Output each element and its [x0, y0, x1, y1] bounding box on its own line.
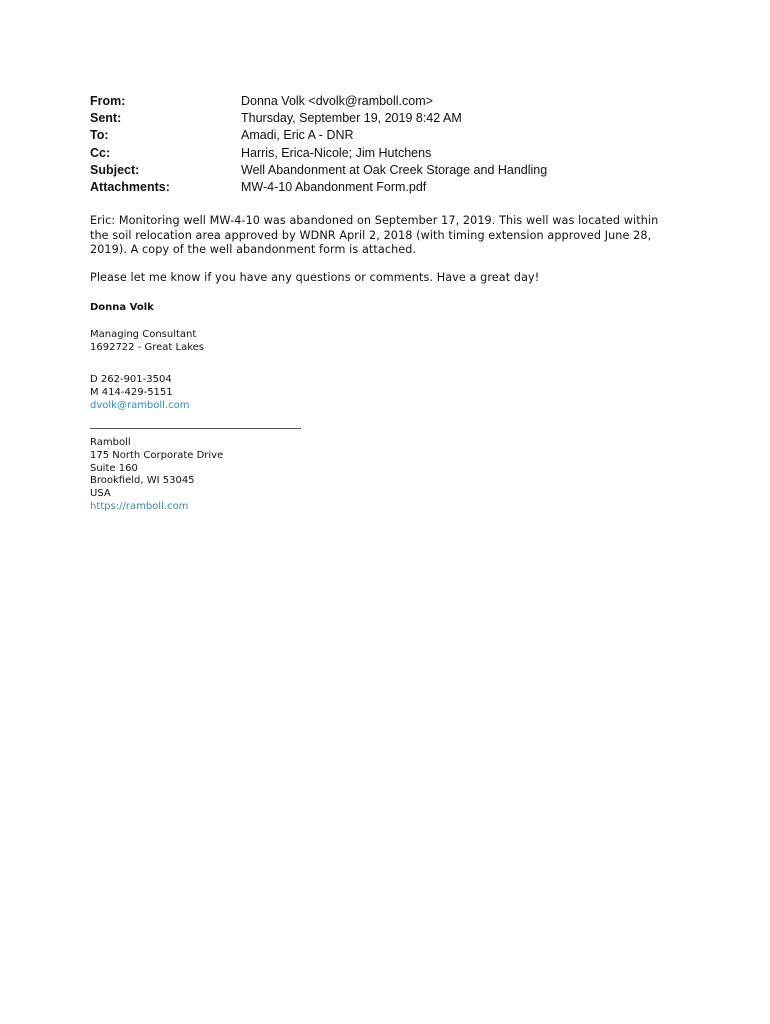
- signature-divider: [90, 428, 301, 429]
- body-line: Please let me know if you have any questions or comments. Have a great day!: [90, 271, 540, 284]
- to-label: To:: [90, 128, 109, 143]
- signature-title-block: [90, 329, 204, 355]
- signature-company: Ramboll: [90, 437, 131, 448]
- from-row: [90, 93, 710, 110]
- signature-address-block: [90, 437, 223, 514]
- body-line: 2019). A copy of the well abandonment form is attached.: [90, 243, 417, 256]
- to-value: Amadi, Eric A - DNR: [241, 128, 354, 143]
- signature-name: Donna Volk: [90, 302, 154, 313]
- cc-row: [90, 145, 710, 162]
- signature-mobile-phone: M 414-429-5151: [90, 386, 173, 398]
- body-line: Eric: Monitoring well MW-4-10 was abandoned on September 17, 2019. This well was located within: [90, 214, 659, 227]
- cc-value: Harris, Erica-Nicole; Jim Hutchens: [241, 145, 432, 160]
- sent-value: Thursday, September 19, 2019 8:42 AM: [241, 111, 462, 126]
- subject-value: Well Abandonment at Oak Creek Storage and Handling: [241, 162, 548, 177]
- cc-label: Cc:: [90, 145, 111, 160]
- signature-country: USA: [90, 488, 111, 500]
- signature-title: Managing Consultant: [90, 329, 197, 340]
- sent-row: [90, 110, 710, 127]
- signature-contact-block: [90, 374, 190, 412]
- body-line: the soil relocation area approved by WDNR April 2, 2018 (with timing extension approved June 28,: [90, 228, 652, 242]
- to-row: [90, 127, 710, 144]
- subject-label: Subject:: [90, 162, 140, 177]
- signature-address-line-1: 175 North Corporate Drive: [90, 449, 224, 461]
- from-label: From:: [90, 94, 126, 108]
- email-header: [90, 93, 710, 196]
- signature-email-link[interactable]: dvolk@ramboll.com: [90, 399, 190, 411]
- attachments-row: [90, 179, 710, 196]
- signature-website-link[interactable]: https://ramboll.com: [90, 500, 189, 512]
- from-value: Donna Volk <dvolk@ramboll.com>: [241, 94, 433, 108]
- signature-office: 1692722 - Great Lakes: [90, 341, 205, 353]
- subject-row: [90, 162, 710, 179]
- attachments-label: Attachments:: [90, 179, 170, 194]
- attachments-value[interactable]: MW-4-10 Abandonment Form.pdf: [241, 179, 427, 194]
- signature-address-line-3: Brookfield, WI 53045: [90, 475, 195, 487]
- sent-label: Sent:: [90, 111, 122, 126]
- body-paragraph-2: [90, 271, 690, 286]
- signature-address-line-2: Suite 160: [90, 462, 138, 474]
- body-paragraph-1: [90, 214, 690, 258]
- signature-direct-phone: D 262-901-3504: [90, 374, 172, 385]
